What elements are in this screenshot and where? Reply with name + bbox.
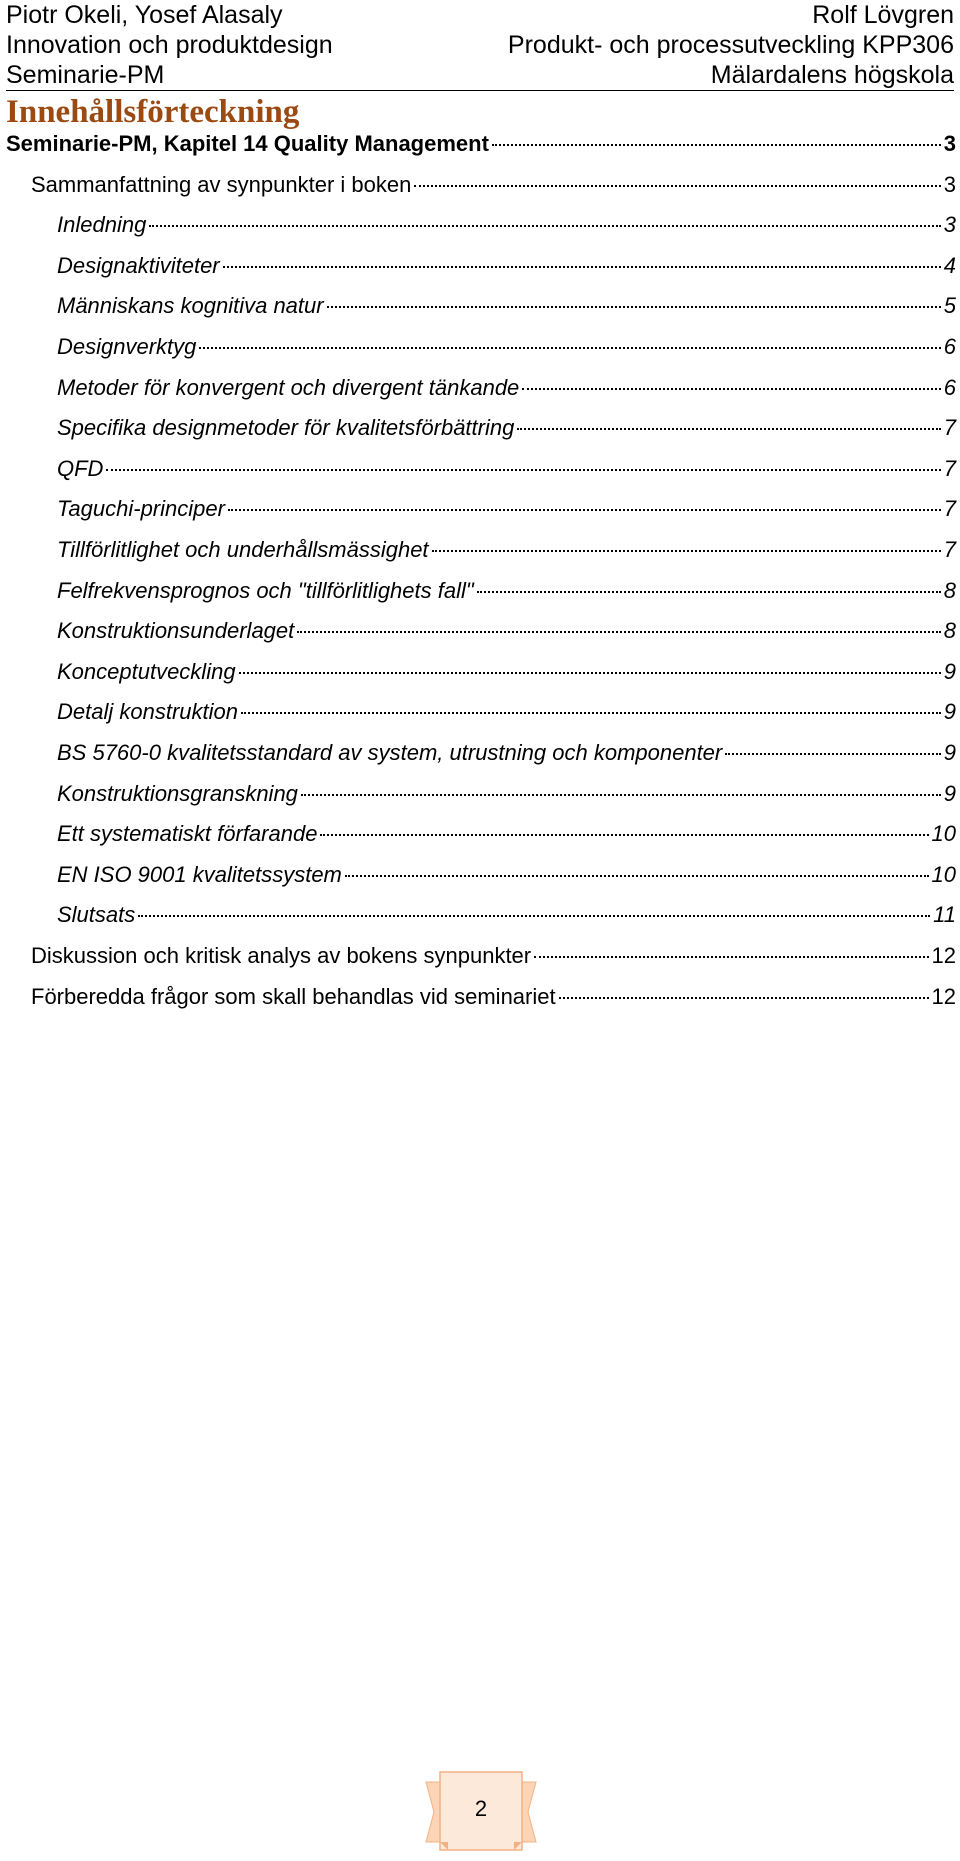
toc-entry-label: Metoder för konvergent och divergent tänkande [57,374,520,400]
toc-entry[interactable] [57,211,956,239]
toc-entry[interactable] [57,780,956,808]
toc-title: Innehållsförteckning [6,94,300,130]
toc-entry-label: Förberedda frågor som skall behandlas vid seminariet [31,983,556,1009]
toc-dot-leader [559,997,929,999]
toc-entry[interactable] [57,536,956,564]
toc-entry-page: 10 [931,821,956,847]
toc-entry-page: 8 [943,618,956,644]
header-course: Produkt- och processutveckling KPP306 [507,31,954,59]
toc-entry[interactable] [57,820,956,848]
toc-entry[interactable] [57,374,956,402]
toc-dot-leader [320,834,928,836]
toc-dot-leader [223,266,941,268]
toc-dot-leader [492,144,941,146]
toc-entry[interactable] [6,130,956,158]
header-document-type: Seminarie-PM [6,61,165,89]
toc-entry-label: BS 5760-0 kvalitetsstandard av system, utrustning och komponenter [57,740,723,765]
toc-entry-page: 9 [943,740,956,765]
toc-dot-leader [228,509,941,511]
toc-entry-page: 5 [943,293,956,319]
toc-entry[interactable] [57,455,956,483]
header-supervisor: Rolf Lövgren [812,1,954,29]
toc-dot-leader [345,875,929,877]
header-row-3 [6,60,954,90]
toc-dot-leader [241,712,941,714]
header-row-2 [6,30,954,60]
toc-entry-page: 9 [943,780,956,806]
toc-entry-label: Seminarie-PM, Kapitel 14 Quality Management [6,131,489,156]
toc-entry-page: 10 [931,861,956,887]
toc-entry-label: Slutsats [57,902,136,928]
toc-dot-leader [199,347,940,349]
toc-entry-page: 7 [943,496,956,522]
toc-entry-page: 12 [931,943,956,968]
toc-dot-leader [534,956,928,958]
toc-entry[interactable] [57,901,956,929]
toc-entry-page: 9 [943,699,956,725]
toc-entry-page: 7 [943,415,956,441]
toc-entry[interactable] [57,333,956,361]
toc-dot-leader [327,306,941,308]
toc-entry-label: Ett systematiskt förfarande [57,821,318,847]
header-authors: Piotr Okeli, Yosef Alasaly [6,1,283,29]
toc-entry[interactable] [57,577,956,605]
header-university: Mälardalens högskola [710,61,954,89]
toc-entry[interactable] [57,292,956,320]
toc-dot-leader [432,550,941,552]
toc-dot-leader [106,469,940,471]
header-program: Innovation och produktdesign [6,31,333,59]
toc-entry-label: Sammanfattning av synpunkter i boken [31,171,412,197]
toc-entry-page: 12 [931,983,956,1009]
toc-entry-label: Designaktiviteter [57,252,220,278]
toc-entry-label: Detalj konstruktion [57,699,238,725]
toc-entry-label: Inledning [57,212,147,238]
toc-entry-label: Taguchi-principer [57,496,225,522]
toc-entry-page: 7 [943,455,956,481]
toc-entry-page: 9 [943,658,956,684]
page-number: 2 [474,1796,488,1821]
toc-entry-label: Felfrekvensprognos och "tillförlitlighets fall" [57,577,474,603]
page-number-badge [422,1768,540,1854]
toc-entry-label: Specifika designmetoder för kvalitetsförbättring [57,415,515,441]
toc-entry-page: 8 [943,577,956,603]
toc-entry-label: Konstruktionsunderlaget [57,618,295,644]
toc-entry[interactable] [57,861,956,889]
toc-entry[interactable] [57,658,956,686]
toc-entry-label: Konceptutveckling [57,658,236,684]
toc-dot-leader [522,388,940,390]
toc-entry[interactable] [31,171,956,199]
toc-entry[interactable] [31,983,956,1011]
toc-entry[interactable] [31,942,956,970]
toc-entry-label: EN ISO 9001 kvalitetssystem [57,861,342,887]
toc-entry-label: Tillförlitlighet och underhållsmässighet [57,537,429,562]
toc-entry-label: QFD [57,455,104,481]
toc-entry[interactable] [57,414,956,442]
toc-dot-leader [297,631,940,633]
page-header [6,0,954,91]
toc-dot-leader [725,753,941,755]
toc-dot-leader [477,591,941,593]
toc-entry-page: 4 [943,252,956,278]
toc-dot-leader [517,428,940,430]
toc-entry[interactable] [57,698,956,726]
toc-entry-label: Diskussion och kritisk analys av bokens synpunkter [31,943,532,968]
toc-entry-label: Designverktyg [57,334,197,359]
toc-entry-page: 3 [943,171,956,197]
toc-entry[interactable] [57,495,956,523]
toc-entry-page: 6 [943,334,956,359]
toc-dot-leader [239,672,941,674]
toc-entry-page: 6 [943,374,956,400]
toc-entry-page: 3 [943,131,956,156]
toc-entry[interactable] [57,617,956,645]
toc-dot-leader [414,185,940,187]
toc-entry-label: Konstruktionsgranskning [57,780,298,806]
toc-dot-leader [138,915,930,917]
toc-dot-leader [149,225,940,227]
toc-entry-page: 7 [943,537,956,562]
toc-entry-page: 11 [933,902,956,928]
toc-entry[interactable] [57,252,956,280]
toc-entry-label: Människans kognitiva natur [57,293,324,319]
header-row-1 [6,0,954,30]
toc-dot-leader [301,794,941,796]
toc-entry-page: 3 [943,212,956,238]
toc-entry[interactable] [57,739,956,767]
